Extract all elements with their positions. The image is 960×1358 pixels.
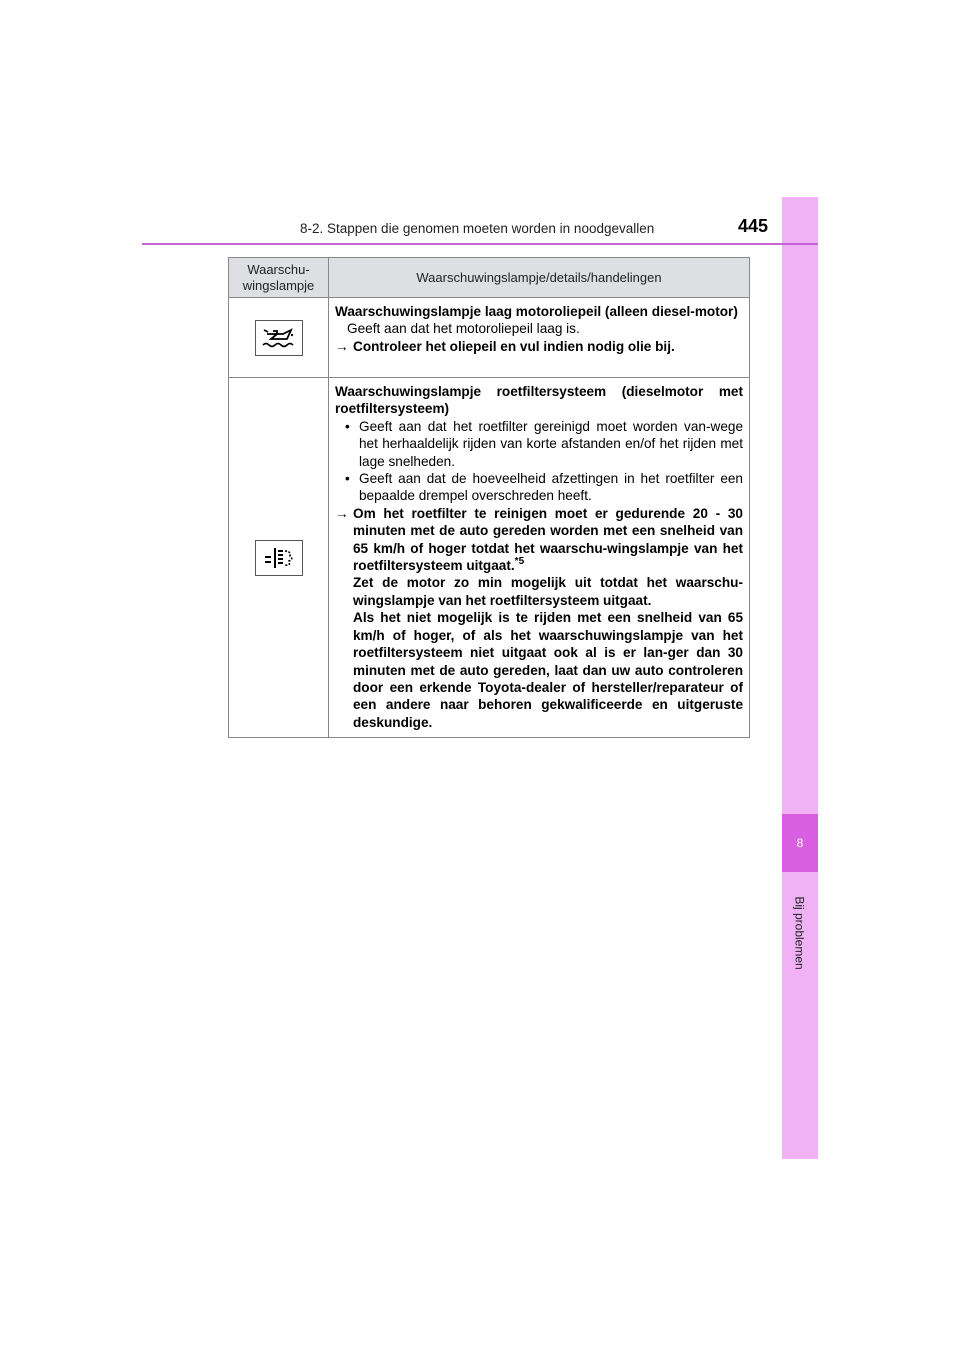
column-header-icon-line2: wingslampje — [242, 277, 315, 293]
table-row — [229, 298, 750, 378]
list-item: • Geeft aan dat de hoeveelheid afzettingen in het roetfilter een bepaalde drempel overschreden heeft. — [335, 470, 743, 505]
chapter-label: Bij problemen — [793, 896, 807, 970]
column-header-icon-line1: Waarschu- — [247, 261, 310, 277]
chapter-side-tab — [782, 197, 818, 1159]
table-row — [229, 378, 750, 738]
column-header-icon — [229, 258, 329, 298]
warning-lights-table — [228, 257, 750, 738]
particulate-filter-icon — [255, 540, 303, 576]
dpf-action-dealer: Als het niet mogelijk is te rijden met een snelheid van 65 km/h of hoger, of als het waarschuwingslampje van het roetfiltersysteem niet uitgaat ook al is er lan-ger dan 30 minuten met de auto gereden, laat dan uw auto controleren door een erkende Toyota-dealer of hersteller/reparateur of een andere naar behoren gekwalificeerde en uitgeruste deskundige. — [353, 610, 743, 730]
column-header-details: Waarschuwingslampje/details/handelingen — [329, 258, 750, 298]
oil-action-text: Controleer het oliepeil en vul indien nodig olie bij. — [353, 338, 675, 354]
chapter-number: 8 — [796, 836, 804, 850]
table-header-row — [229, 258, 750, 298]
header-divider — [142, 243, 818, 245]
dpf-action-drive: Om het roetfilter te reinigen moet er gedurende 20 - 30 minuten met de auto gereden worden met een snelheid van 65 km/h of hoger totdat het waarschu-wingslampje van het roetfiltersysteem uitgaat. — [353, 505, 743, 574]
action-arrow: → — [335, 505, 349, 521]
page-number: 445 — [738, 216, 769, 236]
dpf-bullet-list — [335, 418, 743, 505]
dpf-warning-action — [335, 505, 743, 731]
chapter-label-tab — [782, 878, 818, 988]
section-title: 8-2. Stappen die genomen moeten worden in noodgevallen — [300, 221, 655, 236]
list-item: • Geeft aan dat het roetfilter gereinigd moet worden van-wege het herhaaldelijk rijden van korte afstanden en/of het rijden met lage snelheden. — [335, 418, 743, 470]
oil-warning-title: Waarschuwingslampje laag motoroliepeil (alleen diesel-motor) — [335, 304, 738, 319]
oil-warning-action — [335, 338, 743, 355]
chapter-number-badge — [782, 814, 818, 872]
oil-warning-description: Geeft aan dat het motoroliepeil laag is. — [347, 321, 580, 337]
dpf-warning-title: Waarschuwingslampje roetfiltersysteem (dieselmotor met roetfiltersysteem) — [335, 384, 743, 417]
footnote-marker: *5 — [514, 556, 525, 568]
action-arrow: → — [335, 338, 349, 354]
dpf-action-engine: Zet de motor zo min mogelijk uit totdat het waarschu-wingslampje van het roetfiltersysteem uitgaat. — [353, 575, 743, 608]
oil-can-low-level-icon — [255, 320, 303, 356]
